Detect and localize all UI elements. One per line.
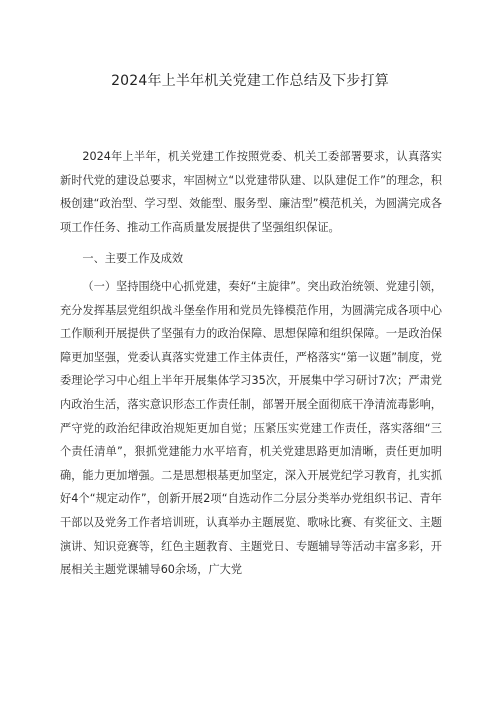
- body-paragraph: （一）坚持围绕中心抓党建，奏好“主旋律”。突出政治统领、党建引领，充分发挥基层党组织战斗堡垒作用和党员先锋模范作用，为圆满完成各项中心工作顺利开展提供了坚强有力的政治保障、思想保障和组织保障。一是政治保障更加坚强，党委认真落实党建工作主体责任，严格落实“第一议题”制度，党委理论学习中心组上半年开展集体学习35次，开展集中学习研讨7次；严肃党内政治生活，落实意识形态工作责任制，部署开展全面彻底干净清流毒影响，严守党的政治纪律政治规矩更加自觉；压紧压实党建工作责任，落实落细“三个责任清单”，狠抓党建能力水平培育，机关党建思路更加清晰，责任更加明确，能力更加增强。二是思想根基更加坚定，深入开展党纪学习教育，扎实抓好4个“规定动作”，创新开展2项“自选动作二分层分类举办党组织书记、青年干部以及党务工作者培训班，认真举办主题展览、歌咏比赛、有奖征文、主题演讲、知识竞赛等，红色主题教育、主题党日、专题辅导等活动丰富多彩，开展相关主题党课辅导60余场，广大党: [60, 279, 442, 577]
- document-body: [60, 145, 442, 582]
- intro-paragraph: 2024年上半年，机关党建工作按照党委、机关工委部署要求，认真落实新时代党的建设总要求，牢固树立“以党建带队建、以队建促工作”的理念，积极创建“政治型、学习型、效能型、服务型、廉洁型”模范机关，为圆满完成各项工作任务、推动工作高质量发展提供了坚强组织保证。: [60, 150, 442, 234]
- document-title: 2024年上半年机关党建工作总结及下步打算: [111, 73, 389, 89]
- section-heading: 一、主要工作及成效: [82, 252, 184, 266]
